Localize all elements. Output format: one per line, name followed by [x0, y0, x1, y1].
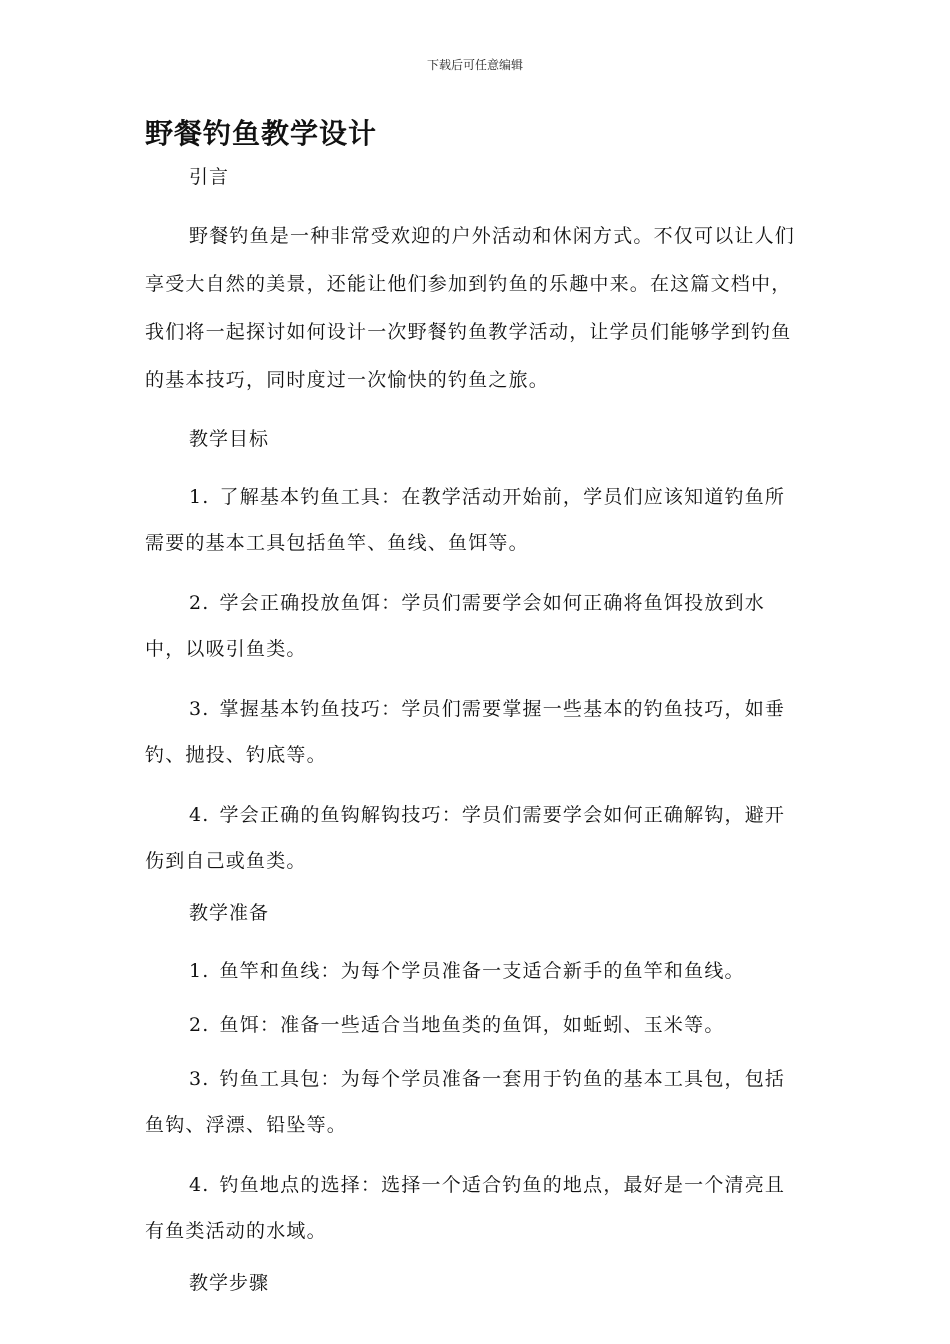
- goal-item: [145, 474, 805, 566]
- goal-item: [145, 580, 805, 672]
- document-body: [145, 112, 805, 1318]
- goal-item-number: 4.: [189, 804, 210, 826]
- prep-item: [145, 1002, 805, 1048]
- header-note: 下载后可任意编辑: [426, 58, 523, 72]
- prep-item: [145, 1162, 805, 1254]
- goal-item: [145, 792, 805, 884]
- goal-item-text: 学会正确投放鱼饵：学员们需要学会如何正确将鱼饵投放到水中，以吸引鱼类。: [145, 592, 765, 660]
- intro-paragraph: 野餐钓鱼是一种非常受欢迎的户外活动和休闲方式。不仅可以让人们享受大自然的美景，还能让他们参加到钓鱼的乐趣中来。在这篇文档中，我们将一起探讨如何设计一次野餐钓鱼教学活动，让学员们能够学到钓鱼的基本技巧，同时度过一次愉快的钓鱼之旅。: [145, 225, 796, 391]
- prep-item-number: 2.: [189, 1014, 210, 1036]
- goal-item-text: 了解基本钓鱼工具：在教学活动开始前，学员们应该知道钓鱼所需要的基本工具包括鱼竿、鱼线、鱼饵等。: [145, 486, 786, 554]
- prep-item: [145, 948, 805, 994]
- prep-item-number: 4.: [189, 1174, 210, 1196]
- section-heading-goals: 教学目标: [189, 428, 270, 450]
- section-heading-intro: 引言: [189, 166, 230, 188]
- document-title: 野餐钓鱼教学设计: [145, 117, 378, 150]
- prep-item-text: 鱼竿和鱼线：为每个学员准备一支适合新手的鱼竿和鱼线。: [219, 960, 745, 982]
- prep-item-text: 钓鱼工具包：为每个学员准备一套用于钓鱼的基本工具包，包括鱼钩、浮漂、铅坠等。: [145, 1068, 786, 1136]
- goal-item-text: 掌握基本钓鱼技巧：学员们需要掌握一些基本的钓鱼技巧，如垂钓、抛投、钓底等。: [145, 698, 786, 766]
- prep-item-number: 1.: [189, 960, 210, 982]
- prep-item: [145, 1056, 805, 1148]
- goal-item-number: 2.: [189, 592, 210, 614]
- goal-item-number: 3.: [189, 698, 210, 720]
- goal-item-text: 学会正确的鱼钩解钩技巧：学员们需要学会如何正确解钩，避开伤到自己或鱼类。: [145, 804, 786, 872]
- prep-item-text: 鱼饵：准备一些适合当地鱼类的鱼饵，如蚯蚓、玉米等。: [219, 1014, 725, 1036]
- goal-item-number: 1.: [189, 486, 210, 508]
- section-heading-steps: 教学步骤: [189, 1272, 270, 1294]
- prep-item-text: 钓鱼地点的选择：选择一个适合钓鱼的地点，最好是一个清亮且有鱼类活动的水域。: [145, 1174, 786, 1242]
- prep-item-number: 3.: [189, 1068, 210, 1090]
- goal-item: [145, 686, 805, 778]
- section-heading-prep: 教学准备: [189, 902, 270, 924]
